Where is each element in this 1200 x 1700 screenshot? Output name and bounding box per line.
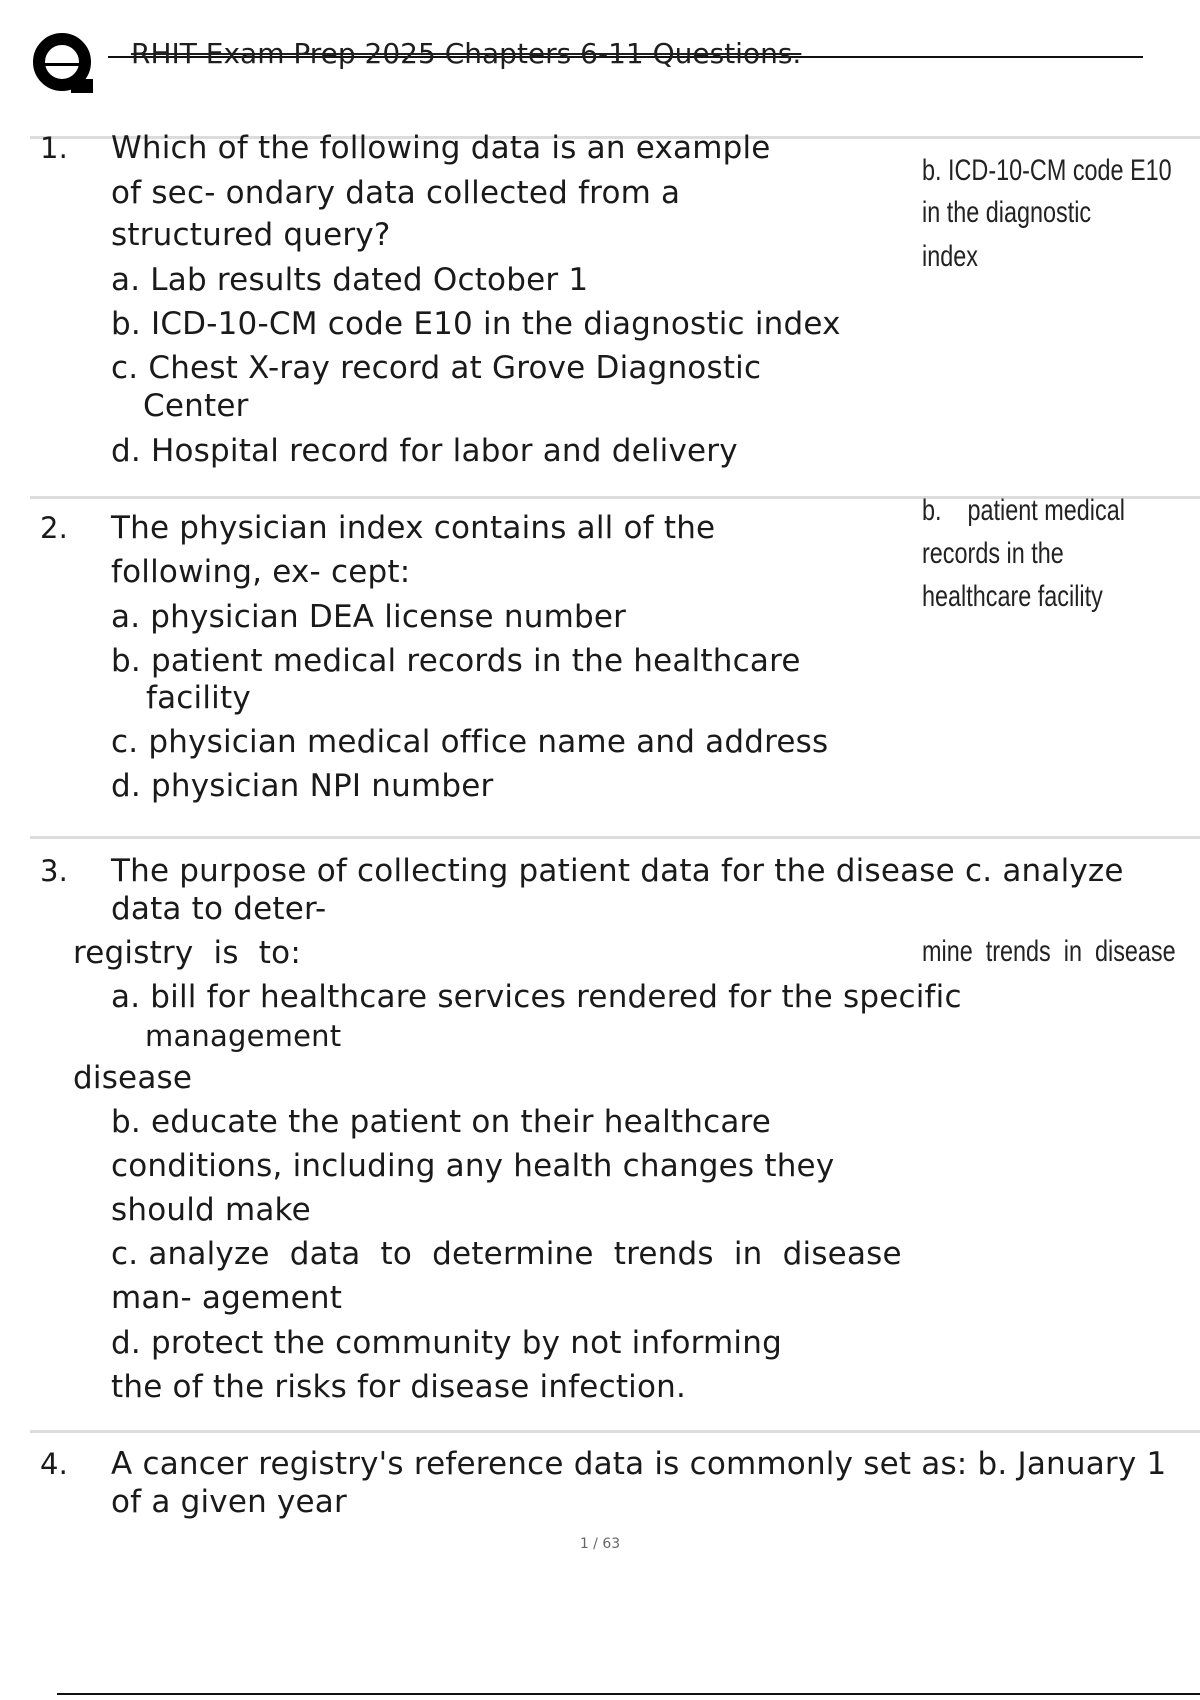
question-3-option-a-cont-2: disease (73, 1060, 193, 1096)
question-3-option-b: b. educate the patient on their healthcare (111, 1104, 772, 1140)
question-2-answer-line-2: records in the (922, 537, 1064, 570)
question-3-option-c-cont: man- agement (111, 1280, 343, 1316)
question-1-stem-line-3: structured query? (111, 217, 391, 253)
question-3-option-c: c. analyze data to determine trends in disease (111, 1236, 902, 1272)
question-2-option-a: a. physician DEA license number (111, 599, 627, 635)
footer-rule (57, 1693, 1200, 1695)
question-4-number: 4. (40, 1447, 69, 1481)
question-3-option-b-cont-2: should make (111, 1192, 311, 1228)
question-4-stem-line-2: of a given year (111, 1484, 347, 1520)
question-1-option-c-cont: Center (143, 388, 249, 424)
question-2-answer-line-1: b. patient medical (922, 494, 1125, 527)
quiz-logo-icon (33, 33, 91, 91)
question-3-stem-line-1: The purpose of collecting patient data for the disease c. analyze (111, 853, 1124, 889)
question-1-option-b: b. ICD-10-CM code E10 in the diagnostic index (111, 306, 841, 342)
question-1-number: 1. (40, 131, 69, 165)
question-3-stem-line-2: data to deter- (111, 891, 327, 927)
question-3-option-a-cont: management (145, 1019, 342, 1053)
question-3-option-d: d. protect the community by not informing (111, 1325, 782, 1361)
question-3-option-a: a. bill for healthcare services rendered for the specific (111, 979, 962, 1015)
question-2-option-c: c. physician medical office name and address (111, 724, 829, 760)
question-2-option-b: b. patient medical records in the healthcare (111, 643, 801, 679)
question-divider (30, 836, 1200, 839)
question-2-stem-line-2: following, ex- cept: (111, 554, 411, 590)
question-2-option-d: d. physician NPI number (111, 768, 494, 804)
document-title: RHIT Exam Prep 2025 Chapters 6-11 Questions. (131, 37, 802, 70)
question-divider (30, 1430, 1200, 1433)
question-1-option-a: a. Lab results dated October 1 (111, 262, 589, 298)
question-3-option-b-cont: conditions, including any health changes they (111, 1148, 835, 1184)
question-2-option-b-cont: facility (146, 680, 251, 716)
question-1-stem-line-2: of sec- ondary data collected from a (111, 175, 681, 211)
question-1-answer-line-2: in the diagnostic (922, 196, 1092, 229)
question-2-answer-line-3: healthcare facility (922, 580, 1103, 613)
question-1-option-d: d. Hospital record for labor and delivery (111, 433, 738, 469)
page-number: 1 / 63 (579, 1536, 621, 1552)
question-2-stem-line-1: The physician index contains all of the (111, 510, 716, 546)
question-1-answer-line-1: b. ICD-10-CM code E10 (922, 154, 1172, 187)
question-4-stem-line-1: A cancer registry's reference data is commonly set as: b. January 1 (111, 1446, 1167, 1482)
question-1-answer-line-3: index (922, 240, 978, 273)
question-3-answer-cont: mine trends in disease (922, 935, 1176, 968)
question-2-number: 2. (40, 511, 69, 545)
question-1-stem-line-1: Which of the following data is an example (111, 130, 771, 166)
question-3-number: 3. (40, 854, 69, 888)
question-3-stem-line-3: registry is to: (73, 935, 301, 971)
question-3-option-d-cont: the of the risks for disease infection. (111, 1369, 687, 1405)
question-1-option-c: c. Chest X-ray record at Grove Diagnostic (111, 350, 762, 386)
